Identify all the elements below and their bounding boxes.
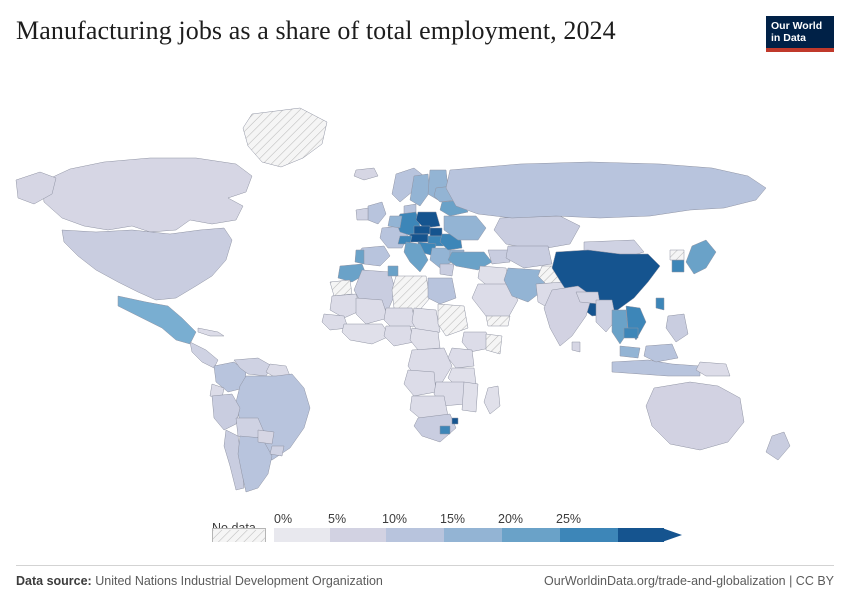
country-borneo[interactable] (644, 344, 678, 362)
country-greenland[interactable] (243, 108, 327, 167)
country-austria[interactable] (410, 234, 428, 242)
footer-source-label: Data source: (16, 574, 92, 588)
country-new-zealand[interactable] (766, 432, 790, 460)
legend-arrow-icon (662, 526, 684, 544)
country-malaysia[interactable] (620, 346, 640, 358)
country-ireland[interactable] (356, 208, 368, 220)
country-netherlands-belgium[interactable] (388, 216, 402, 228)
country-western-sahara[interactable] (330, 280, 352, 296)
country-cambodia[interactable] (624, 328, 638, 338)
country-somalia[interactable] (486, 334, 502, 354)
country-lesotho[interactable] (440, 426, 450, 434)
country-japan[interactable] (686, 240, 716, 274)
country-australia[interactable] (646, 382, 744, 450)
country-slovakia[interactable] (430, 228, 442, 236)
country-united-states[interactable] (62, 228, 232, 300)
legend-swatch-2[interactable] (386, 528, 444, 542)
country-mozambique[interactable] (462, 382, 478, 412)
country-uruguay[interactable] (270, 446, 284, 456)
legend-swatch-0[interactable] (274, 528, 330, 542)
country-canada[interactable] (42, 158, 252, 232)
country-tunisia[interactable] (388, 266, 398, 276)
country-egypt[interactable] (428, 278, 456, 304)
country-north-korea[interactable] (670, 250, 684, 260)
country-nigeria[interactable] (384, 326, 414, 346)
country-philippines[interactable] (666, 314, 688, 342)
country-cuba[interactable] (198, 328, 224, 336)
legend-tick-1: 5% (328, 512, 347, 526)
footer-attribution[interactable]: OurWorldinData.org/trade-and-globalization | CC BY (544, 574, 834, 588)
country-kenya-uganda[interactable] (448, 348, 474, 368)
country-russia[interactable] (446, 162, 766, 218)
legend-tick-5: 25% (556, 512, 582, 526)
country-greece[interactable] (440, 264, 454, 276)
legend-swatch-3[interactable] (444, 528, 502, 542)
legend-tick-4: 20% (498, 512, 524, 526)
country-sudan[interactable] (438, 304, 468, 336)
legend-tick-0: 0% (274, 512, 293, 526)
footer (16, 565, 834, 588)
country-sri-lanka[interactable] (572, 342, 580, 352)
legend (212, 512, 642, 557)
legend-swatch-5[interactable] (560, 528, 618, 542)
country-uzbekistan-turkmenistan[interactable] (506, 246, 552, 268)
country-angola[interactable] (404, 370, 436, 396)
world-map[interactable] (0, 70, 850, 495)
legend-tick-labels (212, 512, 642, 528)
country-yemen[interactable] (486, 316, 510, 326)
country-iceland[interactable] (354, 168, 378, 180)
country-niger[interactable] (384, 308, 416, 328)
country-peru[interactable] (212, 394, 240, 430)
country-indonesia[interactable] (612, 360, 700, 376)
country-czechia[interactable] (414, 226, 430, 234)
owid-logo-line1: Our World (771, 20, 823, 32)
country-south-korea[interactable] (672, 260, 684, 272)
footer-source (16, 574, 383, 588)
country-paraguay[interactable] (258, 430, 274, 444)
owid-logo[interactable] (766, 16, 834, 52)
country-central-america[interactable] (190, 342, 218, 368)
country-thailand[interactable] (612, 310, 628, 344)
owid-logo-line2: in Data (771, 32, 807, 44)
legend-no-data-swatch (212, 528, 266, 542)
country-taiwan[interactable] (656, 298, 664, 310)
country-west-africa-coast[interactable] (342, 324, 390, 344)
legend-swatch-4[interactable] (502, 528, 560, 542)
country-mexico[interactable] (118, 296, 196, 344)
legend-tick-3: 15% (440, 512, 466, 526)
legend-swatch-6[interactable] (618, 528, 664, 542)
legend-swatch-1[interactable] (330, 528, 386, 542)
country-libya[interactable] (392, 276, 430, 312)
country-madagascar[interactable] (484, 386, 500, 414)
country-eswatini[interactable] (452, 418, 458, 424)
country-united-kingdom[interactable] (368, 202, 386, 224)
page-title: Manufacturing jobs as a share of total employment, 2024 (16, 16, 616, 45)
legend-tick-2: 10% (382, 512, 408, 526)
footer-source-value: United Nations Industrial Development Organization (95, 574, 383, 588)
country-papua-new-guinea[interactable] (696, 362, 730, 376)
country-kazakhstan[interactable] (494, 216, 580, 250)
country-portugal[interactable] (355, 250, 364, 264)
